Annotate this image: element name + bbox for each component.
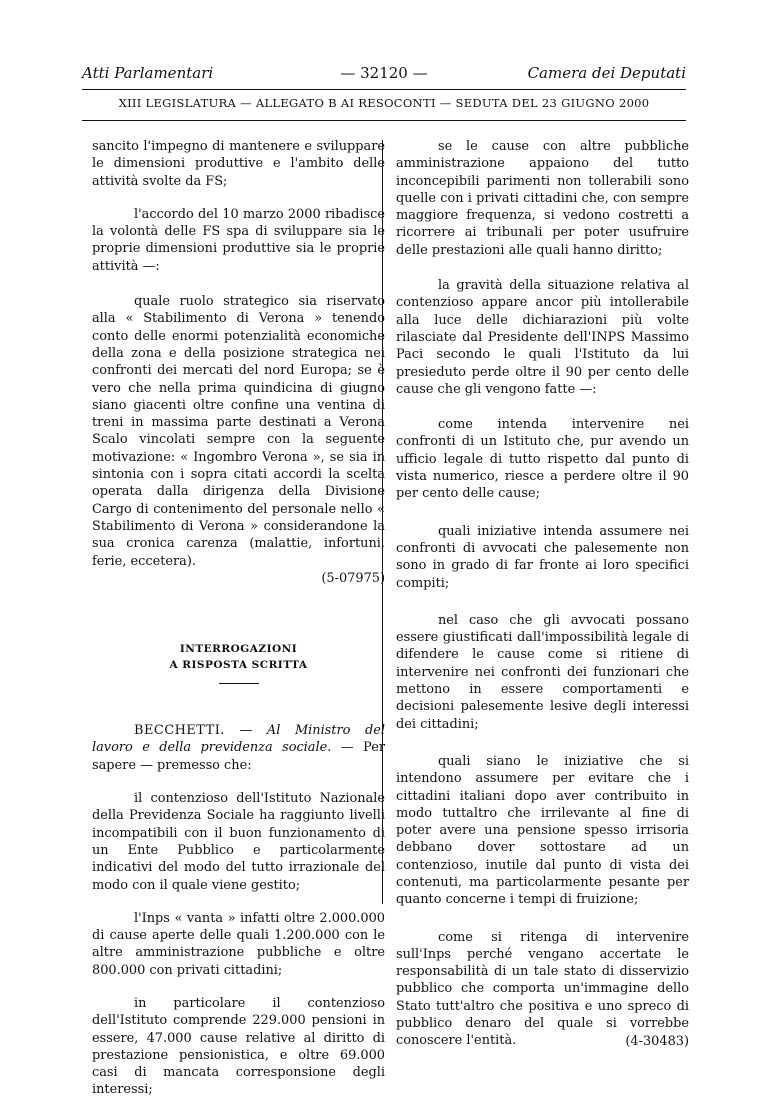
question-intro [92, 722, 385, 774]
section-title-line-1: INTERROGAZIONI [179, 643, 298, 656]
reference-code-2: (4-30483) [625, 1033, 689, 1049]
intro-text: — Per sapere — premesso che: [92, 740, 386, 773]
reference-code-1: (5-07975) [321, 570, 385, 586]
right-paragraph-3: come intenda intervenire nei confronti di un Istituto che, pur avendo un ufficio legale di tutto rispetto dal punto di vista numerico, riesce a perdere oltre il 90 per cento delle cause; [396, 417, 689, 502]
right-paragraph-1: se le cause con altre pubbliche amministrazione appaiono del tutto inconcepibili parimenti non tollerabili sono quelle con i privati cittadini che, con sempre maggiore frequenza, si vedono costretti a ricorrere ai tribunali per poter usufruire delle prestazioni alle quali hanno diritto; [396, 139, 689, 258]
header-subtitle: XIII LEGISLATURA — ALLEGATO B AI RESOCONTI — SEDUTA DEL 23 GIUGNO 2000 [118, 96, 650, 110]
left-paragraph-4: il contenzioso dell'Istituto Nazionale della Previdenza Sociale ha raggiunto livelli incompatibili con il buon funzionamento di un Ente Pubblico e particolarmente indicativi del modo del tutto irrazionale del modo con il quale viene gestito; [92, 791, 385, 893]
left-paragraph-1: sancito l'impegno di mantenere e sviluppare le dimensioni produttive e l'ambito delle attività svolte da FS; [92, 139, 385, 189]
page-number: — 32120 — [340, 64, 428, 82]
right-paragraph-7-text: come si ritenga di intervenire sull'Inps perché vengano accertate le responsabilità di un tale stato di disservizio pubblico che comporta un'immagine dello Stato tutt'altro che positiva e uno spreco di pubblico denaro del quale si vorrebbe conoscere l'entità. [396, 929, 689, 1049]
header-left: Atti Parlamentari [82, 64, 214, 82]
header-right: Camera dei Deputati [527, 64, 686, 82]
header-rule-top [82, 89, 686, 90]
left-paragraph-3: quale ruolo strategico sia riservato alla « Stabilimento di Verona » tenendo conto delle enormi potenzialità economiche della zona e della posizione strategica nei confronti dei mercati del nord Europa; se è vero che nella prima quindicina di giugno siano giacenti oltre confine una ventina di treni in massima parte destinati a Verona Scalo vincolati sempre con la seguente motivazione: « Ingombro Verona », se sia in sintonia con i sopra citati accordi la scelta operata dalla dirigenza della Divisione Cargo di contenimento del personale nello « Stabilimento di Verona » considerandone la sua cronica carenza (malattie, infortuni, ferie, eccetera). [92, 294, 385, 569]
section-title-line-2: A RISPOSTA SCRITTA [169, 659, 308, 672]
right-column [396, 138, 689, 1050]
right-paragraph-5: nel caso che gli avvocati possano essere giustificati dall'impossibilità legale di difendere le cause come si ritiene di intervenire nei confronti dei funzionari che mettono in essere comportamenti e decisioni palesemente lesive degli interessi dei cittadini; [396, 612, 689, 732]
right-paragraph-6: quali siano le iniziative che si intendono assumere per evitare che i cittadini italiani dopo aver contribuito in modo tuttaltro che irrilevante al fine di poter avere una pensione spesso irrisoria debbano dover sottostare ad un contenzioso, inutile dal punto di vista dei contenuti, ma particolarmente pesante per quanto concerne i tempi di fruizione; [396, 753, 689, 908]
right-paragraph-2: la gravità della situazione relativa al contenzioso appare ancor più intollerabile alla luce delle dichiarazioni più volte rilasciate dal Presidente dell'INPS Massimo Paci secondo le quali l'Istituto da lui presieduto perde oltre il 90 per cento delle cause che gli vengono fatte —: [396, 278, 689, 397]
left-paragraph-2: l'accordo del 10 marzo 2000 ribadisce la volontà delle FS spa di sviluppare sia le proprie dimensioni produttive sia le proprie attività —: [92, 206, 385, 274]
page-header [82, 64, 686, 86]
left-paragraph-6: in particolare il contenzioso dell'Istituto comprende 229.000 pensioni in essere, 47.000 cause relative al diritto di prestazione pensionistica, e oltre 69.000 casi di mancata corresponsione degli interessi; [92, 995, 385, 1098]
speaker-name: BECCHETTI. [134, 723, 225, 739]
left-paragraph-5: l'Inps « vanta » infatti oltre 2.000.000 di cause aperte delle quali 1.200.000 con le altre amministrazione pubbliche e oltre 800.000 con privati cittadini; [92, 910, 385, 978]
right-paragraph-7 [396, 929, 689, 1050]
left-column [92, 138, 385, 1099]
right-paragraph-4: quali iniziative intenda assumere nei confronti di avvocati che palesemente non sono in grado di far fronte ai loro specifici compiti; [396, 523, 689, 591]
header-rule-bottom [82, 120, 686, 121]
addressee: — Al Ministro del lavoro e della previdenza sociale. [92, 723, 385, 756]
